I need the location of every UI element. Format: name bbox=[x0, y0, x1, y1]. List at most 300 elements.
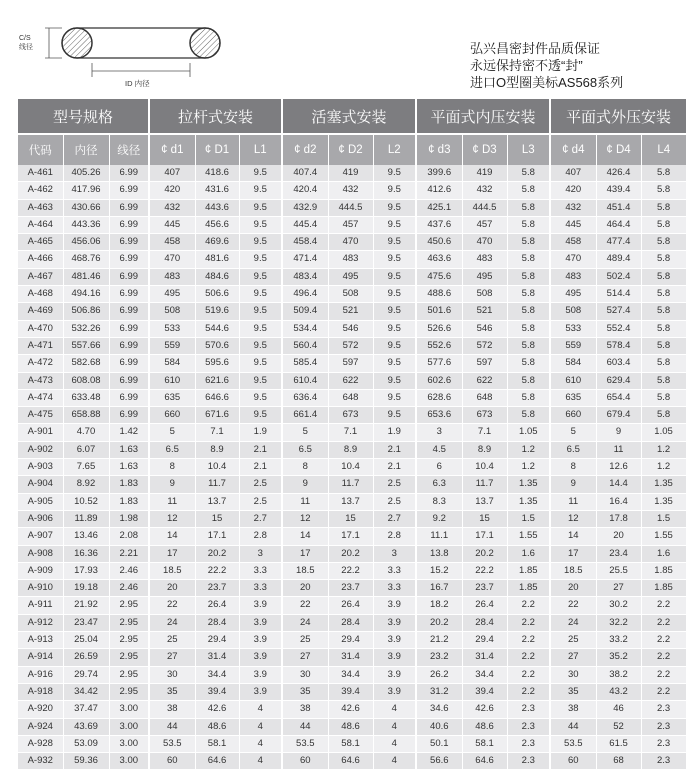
table-row bbox=[18, 666, 686, 683]
table-cell: 28.4 bbox=[195, 614, 239, 631]
table-cell: 23.4 bbox=[596, 545, 641, 562]
part-code-cell: A-463 bbox=[18, 199, 63, 216]
table-cell: 2.2 bbox=[641, 597, 686, 614]
table-cell: 44 bbox=[550, 718, 596, 735]
table-cell: 2.3 bbox=[507, 753, 550, 770]
table-cell: 464.4 bbox=[596, 216, 641, 233]
table-row bbox=[18, 562, 686, 579]
table-cell: 2.1 bbox=[239, 459, 282, 476]
table-cell: 9.5 bbox=[239, 268, 282, 285]
table-cell: 46 bbox=[596, 701, 641, 718]
slogan-line-1: 弘兴昌密封件品质保证 bbox=[470, 41, 601, 56]
table-cell: 35 bbox=[149, 683, 195, 700]
table-cell: 18.2 bbox=[416, 597, 462, 614]
table-cell: 5.8 bbox=[641, 389, 686, 406]
table-cell: 2.5 bbox=[239, 493, 282, 510]
table-cell: 1.83 bbox=[109, 493, 149, 510]
table-cell: 3.9 bbox=[239, 683, 282, 700]
table-cell: 44 bbox=[282, 718, 328, 735]
table-cell: 9 bbox=[149, 476, 195, 493]
table-cell: 5.8 bbox=[507, 286, 550, 303]
table-cell: 432.9 bbox=[282, 199, 328, 216]
table-cell: 13.7 bbox=[195, 493, 239, 510]
table-row bbox=[18, 337, 686, 354]
table-cell: 1.2 bbox=[641, 441, 686, 458]
table-cell: 2.3 bbox=[507, 701, 550, 718]
table-cell: 559 bbox=[550, 337, 596, 354]
table-cell: 5.8 bbox=[641, 165, 686, 182]
table-cell: 3.9 bbox=[373, 614, 416, 631]
table-cell: 29.4 bbox=[195, 632, 239, 649]
part-code-cell: A-911 bbox=[18, 597, 63, 614]
table-cell: 1.5 bbox=[641, 510, 686, 527]
table-cell: 17 bbox=[282, 545, 328, 562]
table-cell: 9.5 bbox=[239, 286, 282, 303]
table-cell: 31.4 bbox=[462, 649, 507, 666]
table-cell: 9.5 bbox=[239, 372, 282, 389]
table-cell: 494.16 bbox=[63, 286, 109, 303]
table-cell: 483 bbox=[149, 268, 195, 285]
table-cell: 430.66 bbox=[63, 199, 109, 216]
table-cell: 13.8 bbox=[416, 545, 462, 562]
table-cell: 17.1 bbox=[462, 528, 507, 545]
table-cell: 8 bbox=[149, 459, 195, 476]
group-header: 平面式外压安装 bbox=[550, 99, 686, 134]
table-cell: 6.99 bbox=[109, 199, 149, 216]
table-cell: 2.3 bbox=[507, 735, 550, 752]
table-cell: 22 bbox=[550, 597, 596, 614]
table-cell: 1.6 bbox=[507, 545, 550, 562]
table-cell: 3.9 bbox=[373, 649, 416, 666]
table-row bbox=[18, 459, 686, 476]
table-cell: 1.85 bbox=[641, 562, 686, 579]
table-cell: 483 bbox=[328, 251, 373, 268]
table-cell: 508 bbox=[149, 303, 195, 320]
table-cell: 7.1 bbox=[195, 424, 239, 441]
part-code-cell: A-473 bbox=[18, 372, 63, 389]
table-cell: 2.2 bbox=[641, 649, 686, 666]
table-cell: 42.6 bbox=[195, 701, 239, 718]
table-row bbox=[18, 614, 686, 631]
table-cell: 38 bbox=[550, 701, 596, 718]
table-cell: 2.2 bbox=[507, 683, 550, 700]
table-cell: 5.8 bbox=[507, 389, 550, 406]
part-code-cell: A-461 bbox=[18, 165, 63, 182]
table-cell: 2.7 bbox=[239, 510, 282, 527]
table-cell: 432 bbox=[328, 182, 373, 199]
table-cell: 32.2 bbox=[596, 614, 641, 631]
table-cell: 2.2 bbox=[641, 614, 686, 631]
part-code-cell: A-469 bbox=[18, 303, 63, 320]
table-cell: 34.4 bbox=[328, 666, 373, 683]
table-cell: 13.7 bbox=[462, 493, 507, 510]
part-code-cell: A-472 bbox=[18, 355, 63, 372]
table-cell: 9.5 bbox=[239, 234, 282, 251]
table-row bbox=[18, 216, 686, 233]
table-cell: 557.66 bbox=[63, 337, 109, 354]
table-cell: 11.1 bbox=[416, 528, 462, 545]
table-cell: 31.2 bbox=[416, 683, 462, 700]
table-cell: 426.4 bbox=[596, 165, 641, 182]
column-header: L2 bbox=[373, 134, 416, 165]
table-cell: 12.6 bbox=[596, 459, 641, 476]
column-header: ¢ D1 bbox=[195, 134, 239, 165]
table-cell: 5.8 bbox=[641, 286, 686, 303]
table-cell: 6.99 bbox=[109, 372, 149, 389]
table-cell: 481.6 bbox=[195, 251, 239, 268]
o-ring-diagram bbox=[15, 15, 235, 100]
o-ring-shape bbox=[62, 28, 220, 58]
table-cell: 8.9 bbox=[462, 441, 507, 458]
table-cell: 9.5 bbox=[373, 234, 416, 251]
table-cell: 546 bbox=[328, 320, 373, 337]
table-cell: 21.2 bbox=[416, 632, 462, 649]
table-cell: 671.6 bbox=[195, 407, 239, 424]
table-cell: 679.4 bbox=[596, 407, 641, 424]
table-cell: 483.4 bbox=[282, 268, 328, 285]
table-cell: 38 bbox=[149, 701, 195, 718]
table-cell: 514.4 bbox=[596, 286, 641, 303]
part-code-cell: A-920 bbox=[18, 701, 63, 718]
table-cell: 9 bbox=[596, 424, 641, 441]
table-cell: 5.8 bbox=[641, 251, 686, 268]
table-cell: 2.3 bbox=[641, 701, 686, 718]
table-cell: 13.46 bbox=[63, 528, 109, 545]
table-cell: 2.3 bbox=[641, 753, 686, 770]
table-cell: 5.8 bbox=[507, 182, 550, 199]
table-cell: 43.69 bbox=[63, 718, 109, 735]
table-cell: 636.4 bbox=[282, 389, 328, 406]
table-cell: 9.5 bbox=[373, 372, 416, 389]
table-cell: 44 bbox=[149, 718, 195, 735]
table-cell: 48.6 bbox=[328, 718, 373, 735]
cs-label: C/S bbox=[19, 35, 31, 42]
table-cell: 3.9 bbox=[373, 632, 416, 649]
table-cell: 7.65 bbox=[63, 459, 109, 476]
table-cell: 20 bbox=[282, 580, 328, 597]
table-cell: 483 bbox=[550, 268, 596, 285]
table-body bbox=[18, 165, 686, 770]
table-cell: 9.5 bbox=[373, 320, 416, 337]
group-header-row bbox=[18, 99, 686, 134]
table-cell: 552.6 bbox=[416, 337, 462, 354]
table-cell: 8 bbox=[550, 459, 596, 476]
table-cell: 9.5 bbox=[373, 165, 416, 182]
part-code-cell: A-466 bbox=[18, 251, 63, 268]
table-cell: 602.6 bbox=[416, 372, 462, 389]
column-header: 代码 bbox=[18, 134, 63, 165]
table-cell: 52 bbox=[596, 718, 641, 735]
part-code-cell: A-910 bbox=[18, 580, 63, 597]
table-cell: 5.8 bbox=[641, 199, 686, 216]
table-cell: 451.4 bbox=[596, 199, 641, 216]
table-cell: 9.5 bbox=[373, 286, 416, 303]
table-cell: 42.6 bbox=[328, 701, 373, 718]
table-cell: 443.6 bbox=[195, 199, 239, 216]
table-cell: 633.48 bbox=[63, 389, 109, 406]
table-cell: 34.4 bbox=[195, 666, 239, 683]
table-cell: 417.96 bbox=[63, 182, 109, 199]
table-cell: 3.9 bbox=[239, 597, 282, 614]
table-cell: 470 bbox=[328, 234, 373, 251]
table-cell: 8.9 bbox=[328, 441, 373, 458]
table-cell: 481.46 bbox=[63, 268, 109, 285]
table-cell: 425.1 bbox=[416, 199, 462, 216]
table-cell: 8.9 bbox=[195, 441, 239, 458]
table-row bbox=[18, 683, 686, 700]
table-cell: 2.8 bbox=[239, 528, 282, 545]
table-cell: 60 bbox=[149, 753, 195, 770]
table-cell: 34.6 bbox=[416, 701, 462, 718]
table-cell: 50.1 bbox=[416, 735, 462, 752]
table-cell: 16.4 bbox=[596, 493, 641, 510]
table-cell: 6.99 bbox=[109, 389, 149, 406]
table-cell: 9.5 bbox=[239, 182, 282, 199]
table-cell: 577.6 bbox=[416, 355, 462, 372]
column-header: ¢ d2 bbox=[282, 134, 328, 165]
table-cell: 8.92 bbox=[63, 476, 109, 493]
table-cell: 22.2 bbox=[462, 562, 507, 579]
table-cell: 14.4 bbox=[596, 476, 641, 493]
table-cell: 5.8 bbox=[641, 234, 686, 251]
part-code-cell: A-913 bbox=[18, 632, 63, 649]
table-cell: 9.5 bbox=[373, 182, 416, 199]
table-cell: 4 bbox=[373, 753, 416, 770]
table-cell: 420 bbox=[149, 182, 195, 199]
table-cell: 25 bbox=[550, 632, 596, 649]
table-cell: 34.42 bbox=[63, 683, 109, 700]
table-cell: 58.1 bbox=[195, 735, 239, 752]
table-row bbox=[18, 753, 686, 770]
table-cell: 470 bbox=[149, 251, 195, 268]
table-cell: 5.8 bbox=[507, 165, 550, 182]
table-cell: 1.35 bbox=[641, 493, 686, 510]
table-cell: 584 bbox=[550, 355, 596, 372]
part-code-cell: A-932 bbox=[18, 753, 63, 770]
table-cell: 444.5 bbox=[328, 199, 373, 216]
table-cell: 39.4 bbox=[328, 683, 373, 700]
table-cell: 3.3 bbox=[373, 562, 416, 579]
table-cell: 18.5 bbox=[282, 562, 328, 579]
table-cell: 23.7 bbox=[462, 580, 507, 597]
table-cell: 610.4 bbox=[282, 372, 328, 389]
table-cell: 2.1 bbox=[373, 459, 416, 476]
table-row bbox=[18, 597, 686, 614]
table-row bbox=[18, 441, 686, 458]
table-cell: 5.8 bbox=[507, 234, 550, 251]
table-cell: 20.2 bbox=[416, 614, 462, 631]
table-cell: 10.4 bbox=[195, 459, 239, 476]
table-cell: 58.1 bbox=[462, 735, 507, 752]
table-cell: 508 bbox=[550, 303, 596, 320]
table-cell: 532.26 bbox=[63, 320, 109, 337]
table-cell: 646.6 bbox=[195, 389, 239, 406]
part-code-cell: A-907 bbox=[18, 528, 63, 545]
table-cell: 1.98 bbox=[109, 510, 149, 527]
slogan-line-2: 永远保持密不透“封” bbox=[470, 58, 583, 73]
table-cell: 534.4 bbox=[282, 320, 328, 337]
table-cell: 34.4 bbox=[462, 666, 507, 683]
table-cell: 9.5 bbox=[373, 389, 416, 406]
table-cell: 25 bbox=[282, 632, 328, 649]
table-cell: 445 bbox=[550, 216, 596, 233]
table-cell: 25.5 bbox=[596, 562, 641, 579]
table-cell: 521 bbox=[328, 303, 373, 320]
table-cell: 12 bbox=[550, 510, 596, 527]
table-cell: 22 bbox=[282, 597, 328, 614]
table-cell: 1.63 bbox=[109, 459, 149, 476]
table-cell: 20.2 bbox=[462, 545, 507, 562]
table-cell: 37.47 bbox=[63, 701, 109, 718]
table-cell: 11 bbox=[149, 493, 195, 510]
table-cell: 48.6 bbox=[462, 718, 507, 735]
table-cell: 439.4 bbox=[596, 182, 641, 199]
table-cell: 2.3 bbox=[641, 718, 686, 735]
table-cell: 2.7 bbox=[373, 510, 416, 527]
table-cell: 68 bbox=[596, 753, 641, 770]
column-header: ¢ d4 bbox=[550, 134, 596, 165]
table-cell: 660 bbox=[149, 407, 195, 424]
table-cell: 60 bbox=[282, 753, 328, 770]
table-cell: 661.4 bbox=[282, 407, 328, 424]
table-cell: 9.5 bbox=[239, 389, 282, 406]
part-code-cell: A-468 bbox=[18, 286, 63, 303]
table-cell: 595.6 bbox=[195, 355, 239, 372]
table-row bbox=[18, 528, 686, 545]
table-cell: 5.8 bbox=[641, 320, 686, 337]
table-cell: 1.05 bbox=[507, 424, 550, 441]
table-cell: 8.3 bbox=[416, 493, 462, 510]
table-cell: 5.8 bbox=[641, 407, 686, 424]
table-cell: 5.8 bbox=[507, 216, 550, 233]
table-cell: 3.9 bbox=[239, 666, 282, 683]
table-cell: 3.00 bbox=[109, 718, 149, 735]
table-cell: 509.4 bbox=[282, 303, 328, 320]
table-cell: 9.5 bbox=[239, 320, 282, 337]
table-cell: 495 bbox=[149, 286, 195, 303]
table-row bbox=[18, 355, 686, 372]
table-cell: 5 bbox=[149, 424, 195, 441]
table-cell: 475.6 bbox=[416, 268, 462, 285]
table-row bbox=[18, 632, 686, 649]
table-cell: 17.1 bbox=[328, 528, 373, 545]
table-cell: 495 bbox=[550, 286, 596, 303]
table-cell: 61.5 bbox=[596, 735, 641, 752]
table-cell: 20 bbox=[596, 528, 641, 545]
table-cell: 1.5 bbox=[507, 510, 550, 527]
table-cell: 9.5 bbox=[373, 268, 416, 285]
table-cell: 458.4 bbox=[282, 234, 328, 251]
table-cell: 483 bbox=[462, 251, 507, 268]
table-cell: 10.4 bbox=[462, 459, 507, 476]
table-cell: 432 bbox=[550, 199, 596, 216]
table-cell: 2.95 bbox=[109, 614, 149, 631]
table-row bbox=[18, 701, 686, 718]
table-cell: 9.5 bbox=[239, 251, 282, 268]
table-cell: 11 bbox=[282, 493, 328, 510]
table-cell: 560.4 bbox=[282, 337, 328, 354]
table-cell: 26.2 bbox=[416, 666, 462, 683]
slogan-line-3: 进口O型圈美标AS568系列 bbox=[470, 75, 624, 90]
table-cell: 488.6 bbox=[416, 286, 462, 303]
table-cell: 5.8 bbox=[641, 182, 686, 199]
table-cell: 9.5 bbox=[373, 303, 416, 320]
table-cell: 2.2 bbox=[507, 614, 550, 631]
table-cell: 9.5 bbox=[373, 355, 416, 372]
table-cell: 31.4 bbox=[328, 649, 373, 666]
table-cell: 18.5 bbox=[550, 562, 596, 579]
table-cell: 2.2 bbox=[641, 666, 686, 683]
table-cell: 3.9 bbox=[373, 666, 416, 683]
table-cell: 418.6 bbox=[195, 165, 239, 182]
table-cell: 420.4 bbox=[282, 182, 328, 199]
table-cell: 506.6 bbox=[195, 286, 239, 303]
table-cell: 39.4 bbox=[195, 683, 239, 700]
table-cell: 432 bbox=[462, 182, 507, 199]
table-cell: 5.8 bbox=[641, 303, 686, 320]
table-cell: 11.7 bbox=[328, 476, 373, 493]
table-cell: 5 bbox=[550, 424, 596, 441]
table-cell: 11.89 bbox=[63, 510, 109, 527]
table-cell: 469.6 bbox=[195, 234, 239, 251]
table-cell: 610 bbox=[550, 372, 596, 389]
table-cell: 27 bbox=[282, 649, 328, 666]
table-cell: 3.9 bbox=[239, 614, 282, 631]
table-cell: 610 bbox=[149, 372, 195, 389]
table-row bbox=[18, 476, 686, 493]
table-cell: 6.99 bbox=[109, 337, 149, 354]
table-cell: 3.00 bbox=[109, 753, 149, 770]
table-cell: 468.76 bbox=[63, 251, 109, 268]
table-cell: 20.2 bbox=[195, 545, 239, 562]
table-cell: 11.7 bbox=[195, 476, 239, 493]
table-cell: 20 bbox=[550, 580, 596, 597]
table-cell: 9.5 bbox=[239, 337, 282, 354]
column-header: 内径 bbox=[63, 134, 109, 165]
table-cell: 2.5 bbox=[239, 476, 282, 493]
table-cell: 15.2 bbox=[416, 562, 462, 579]
table-cell: 2.46 bbox=[109, 580, 149, 597]
group-header: 活塞式安装 bbox=[282, 99, 416, 134]
table-cell: 407.4 bbox=[282, 165, 328, 182]
table-cell: 1.05 bbox=[641, 424, 686, 441]
table-cell: 603.4 bbox=[596, 355, 641, 372]
table-cell: 489.4 bbox=[596, 251, 641, 268]
table-cell: 9 bbox=[550, 476, 596, 493]
table-cell: 5.8 bbox=[507, 355, 550, 372]
table-cell: 456.06 bbox=[63, 234, 109, 251]
table-cell: 1.35 bbox=[507, 476, 550, 493]
table-cell: 9.5 bbox=[373, 337, 416, 354]
table-row bbox=[18, 286, 686, 303]
cs-label-cn: 线径 bbox=[19, 44, 33, 51]
table-cell: 17.8 bbox=[596, 510, 641, 527]
table-cell: 26.59 bbox=[63, 649, 109, 666]
part-code-cell: A-470 bbox=[18, 320, 63, 337]
table-cell: 582.68 bbox=[63, 355, 109, 372]
table-cell: 7.1 bbox=[462, 424, 507, 441]
table-cell: 648 bbox=[462, 389, 507, 406]
part-code-cell: A-924 bbox=[18, 718, 63, 735]
table-row bbox=[18, 165, 686, 182]
table-cell: 30.2 bbox=[596, 597, 641, 614]
table-cell: 658.88 bbox=[63, 407, 109, 424]
table-cell: 495 bbox=[328, 268, 373, 285]
table-row bbox=[18, 268, 686, 285]
part-code-cell: A-901 bbox=[18, 424, 63, 441]
part-code-cell: A-475 bbox=[18, 407, 63, 424]
table-cell: 1.55 bbox=[641, 528, 686, 545]
